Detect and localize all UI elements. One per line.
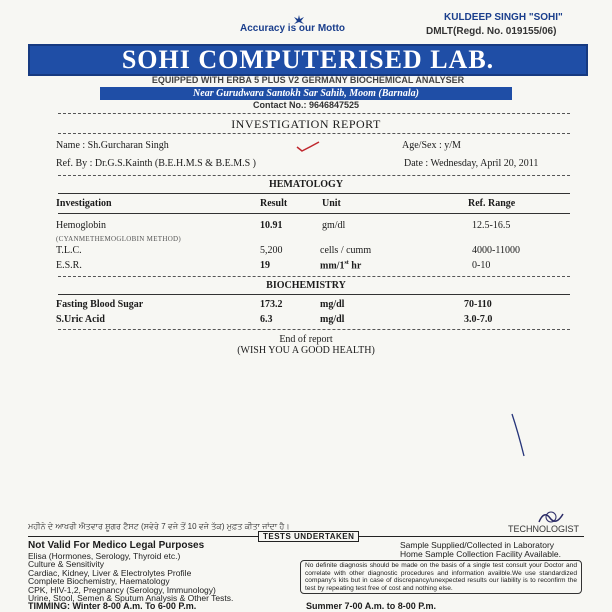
disclaimer-box: No definite diagnosis should be made on the basis of a single test consult your Doctor and correlate with other diagnostic procedures and information availble.We use standardized company's kits but in case of discrepancy/unexpected results our liability is to reconfirm the test by repeating test free of cost and nothing else. [300, 560, 582, 594]
divider [58, 175, 570, 176]
divider [58, 213, 570, 214]
lab-banner [28, 44, 588, 76]
divider [58, 329, 570, 330]
test-result: 19 [260, 260, 270, 271]
motto: Accuracy is our Motto [240, 23, 346, 34]
address-bar [100, 87, 512, 100]
test-name: S.Uric Acid [56, 314, 105, 325]
test-name: T.L.C. [56, 245, 82, 256]
test-range: 4000-11000 [472, 245, 520, 256]
test-unit: mg/dl [320, 314, 345, 325]
lab-name: SOHI COMPUTERISED LAB. [121, 45, 495, 74]
test-range: 0-10 [472, 260, 491, 271]
list-item: Culture & Sensitivity [28, 559, 105, 570]
test-name: Hemoglobin [56, 220, 106, 231]
test-name: E.S.R. [56, 260, 82, 271]
home-sample: Home Sample Collection Facility Available. [400, 549, 561, 559]
col-unit: Unit [322, 198, 341, 209]
khanda-emblem [292, 12, 306, 22]
patient-name-value: Sh.Gurcharan Singh [87, 140, 169, 151]
pen-stroke [508, 412, 528, 463]
test-unit: mm/1st hr [320, 260, 362, 272]
age-sex-value: y/M [444, 140, 461, 151]
equipped-line: EQUIPPED WITH ERBA 5 PLUS V2 GERMANY BIOCHEMICAL ANALYSER [151, 75, 465, 85]
owner-name: KULDEEP SINGH "SOHI" [444, 12, 563, 23]
divider [58, 133, 570, 134]
summer-timing: Summer 7-00 A.m. to 8-00 P.m. [306, 601, 437, 611]
divider [58, 193, 570, 194]
method-note: (CYANMETHEMOGLOBIN METHOD) [56, 235, 182, 243]
referred-by: Ref. By : Dr.G.S.Kainth (B.E.H.M.S & B.E.M.S ) [56, 158, 257, 169]
test-result: 5,200 [260, 245, 283, 256]
list-item: Complete Biochemistry, Haematology [28, 576, 170, 587]
col-investigation: Investigation [56, 198, 112, 209]
report-title: INVESTIGATION REPORT [231, 117, 381, 131]
tests-undertaken: TESTS UNDERTAKEN [258, 531, 359, 542]
list-item: CPK, HIV-1,2, Pregnancy (Serology, Immunology) [28, 584, 216, 595]
biochemistry-heading: BIOCHEMISTRY [266, 280, 346, 291]
col-result: Result [260, 198, 288, 209]
divider [58, 276, 570, 277]
test-result: 10.91 [260, 220, 283, 231]
test-unit: cells / cumm [320, 245, 372, 256]
test-range: 3.0-7.0 [464, 314, 493, 325]
hematology-heading: HEMATOLOGY [268, 179, 344, 190]
technologist-label: TECHNOLOGIST [508, 524, 580, 534]
divider [58, 113, 570, 114]
punjabi-note: ਮਹੀਨੇ ਦੇ ਆਖਰੀ ਐਤਵਾਰ ਸ਼ੂਗਰ ਟੈਸਟ (ਸਵੇਰੇ 7 ਵਜੇ ਤੋਂ 10 ਵਜੇ ਤੱਕ) ਮੁਫ਼ਤ ਕੀਤਾ ਜਾਂਦਾ ਹੈ। [28, 522, 290, 531]
test-unit: mg/dl [320, 299, 345, 310]
address: Near Gurudwara Santokh Sar Sahib, Moom (Barnala) [193, 88, 419, 99]
list-item: Elisa (Hormones, Serology, Thyroid etc.) [28, 551, 181, 561]
not-valid-notice: Not Valid For Medico Legal Purposes [28, 540, 205, 551]
end-of-report: End of report [279, 334, 333, 345]
contact-number: Contact No.: 9646847525 [252, 100, 360, 110]
age-sex: Age/Sex : y/M [402, 140, 461, 151]
test-name: Fasting Blood Sugar [56, 299, 144, 310]
sample-collected: Sample Supplied/Collected in Laboratory [400, 540, 555, 550]
tests-list [28, 552, 233, 602]
patient-name: Name : Sh.Gurcharan Singh [56, 140, 169, 151]
test-range: 12.5-16.5 [472, 220, 511, 231]
test-result: 6.3 [260, 314, 273, 325]
report-date: Date : Wednesday, April 20, 2011 [404, 158, 539, 169]
col-ref-range: Ref. Range [468, 198, 516, 209]
list-item: Urine, Stool, Semen & Sputum Analysis & Other Tests. [28, 593, 234, 604]
list-item: Cardiac, Kidney, Liver & Electrolytes Profile [28, 567, 192, 578]
wish-health: (WISH YOU A GOOD HEALTH) [237, 345, 375, 356]
tick-mark [296, 140, 320, 158]
timing: TIMMING: Winter 8-00 A.m. To 6-00 P.m. [28, 601, 197, 611]
test-range: 70-110 [464, 299, 492, 310]
referred-by-value: Dr.G.S.Kainth (B.E.H.M.S & B.E.M.S ) [94, 158, 257, 169]
report-date-value: Wednesday, April 20, 2011 [430, 158, 539, 169]
test-unit: gm/dl [322, 220, 346, 231]
divider [58, 294, 570, 295]
test-result: 173.2 [260, 299, 283, 310]
registration: DMLT(Regd. No. 019155/06) [426, 26, 557, 37]
